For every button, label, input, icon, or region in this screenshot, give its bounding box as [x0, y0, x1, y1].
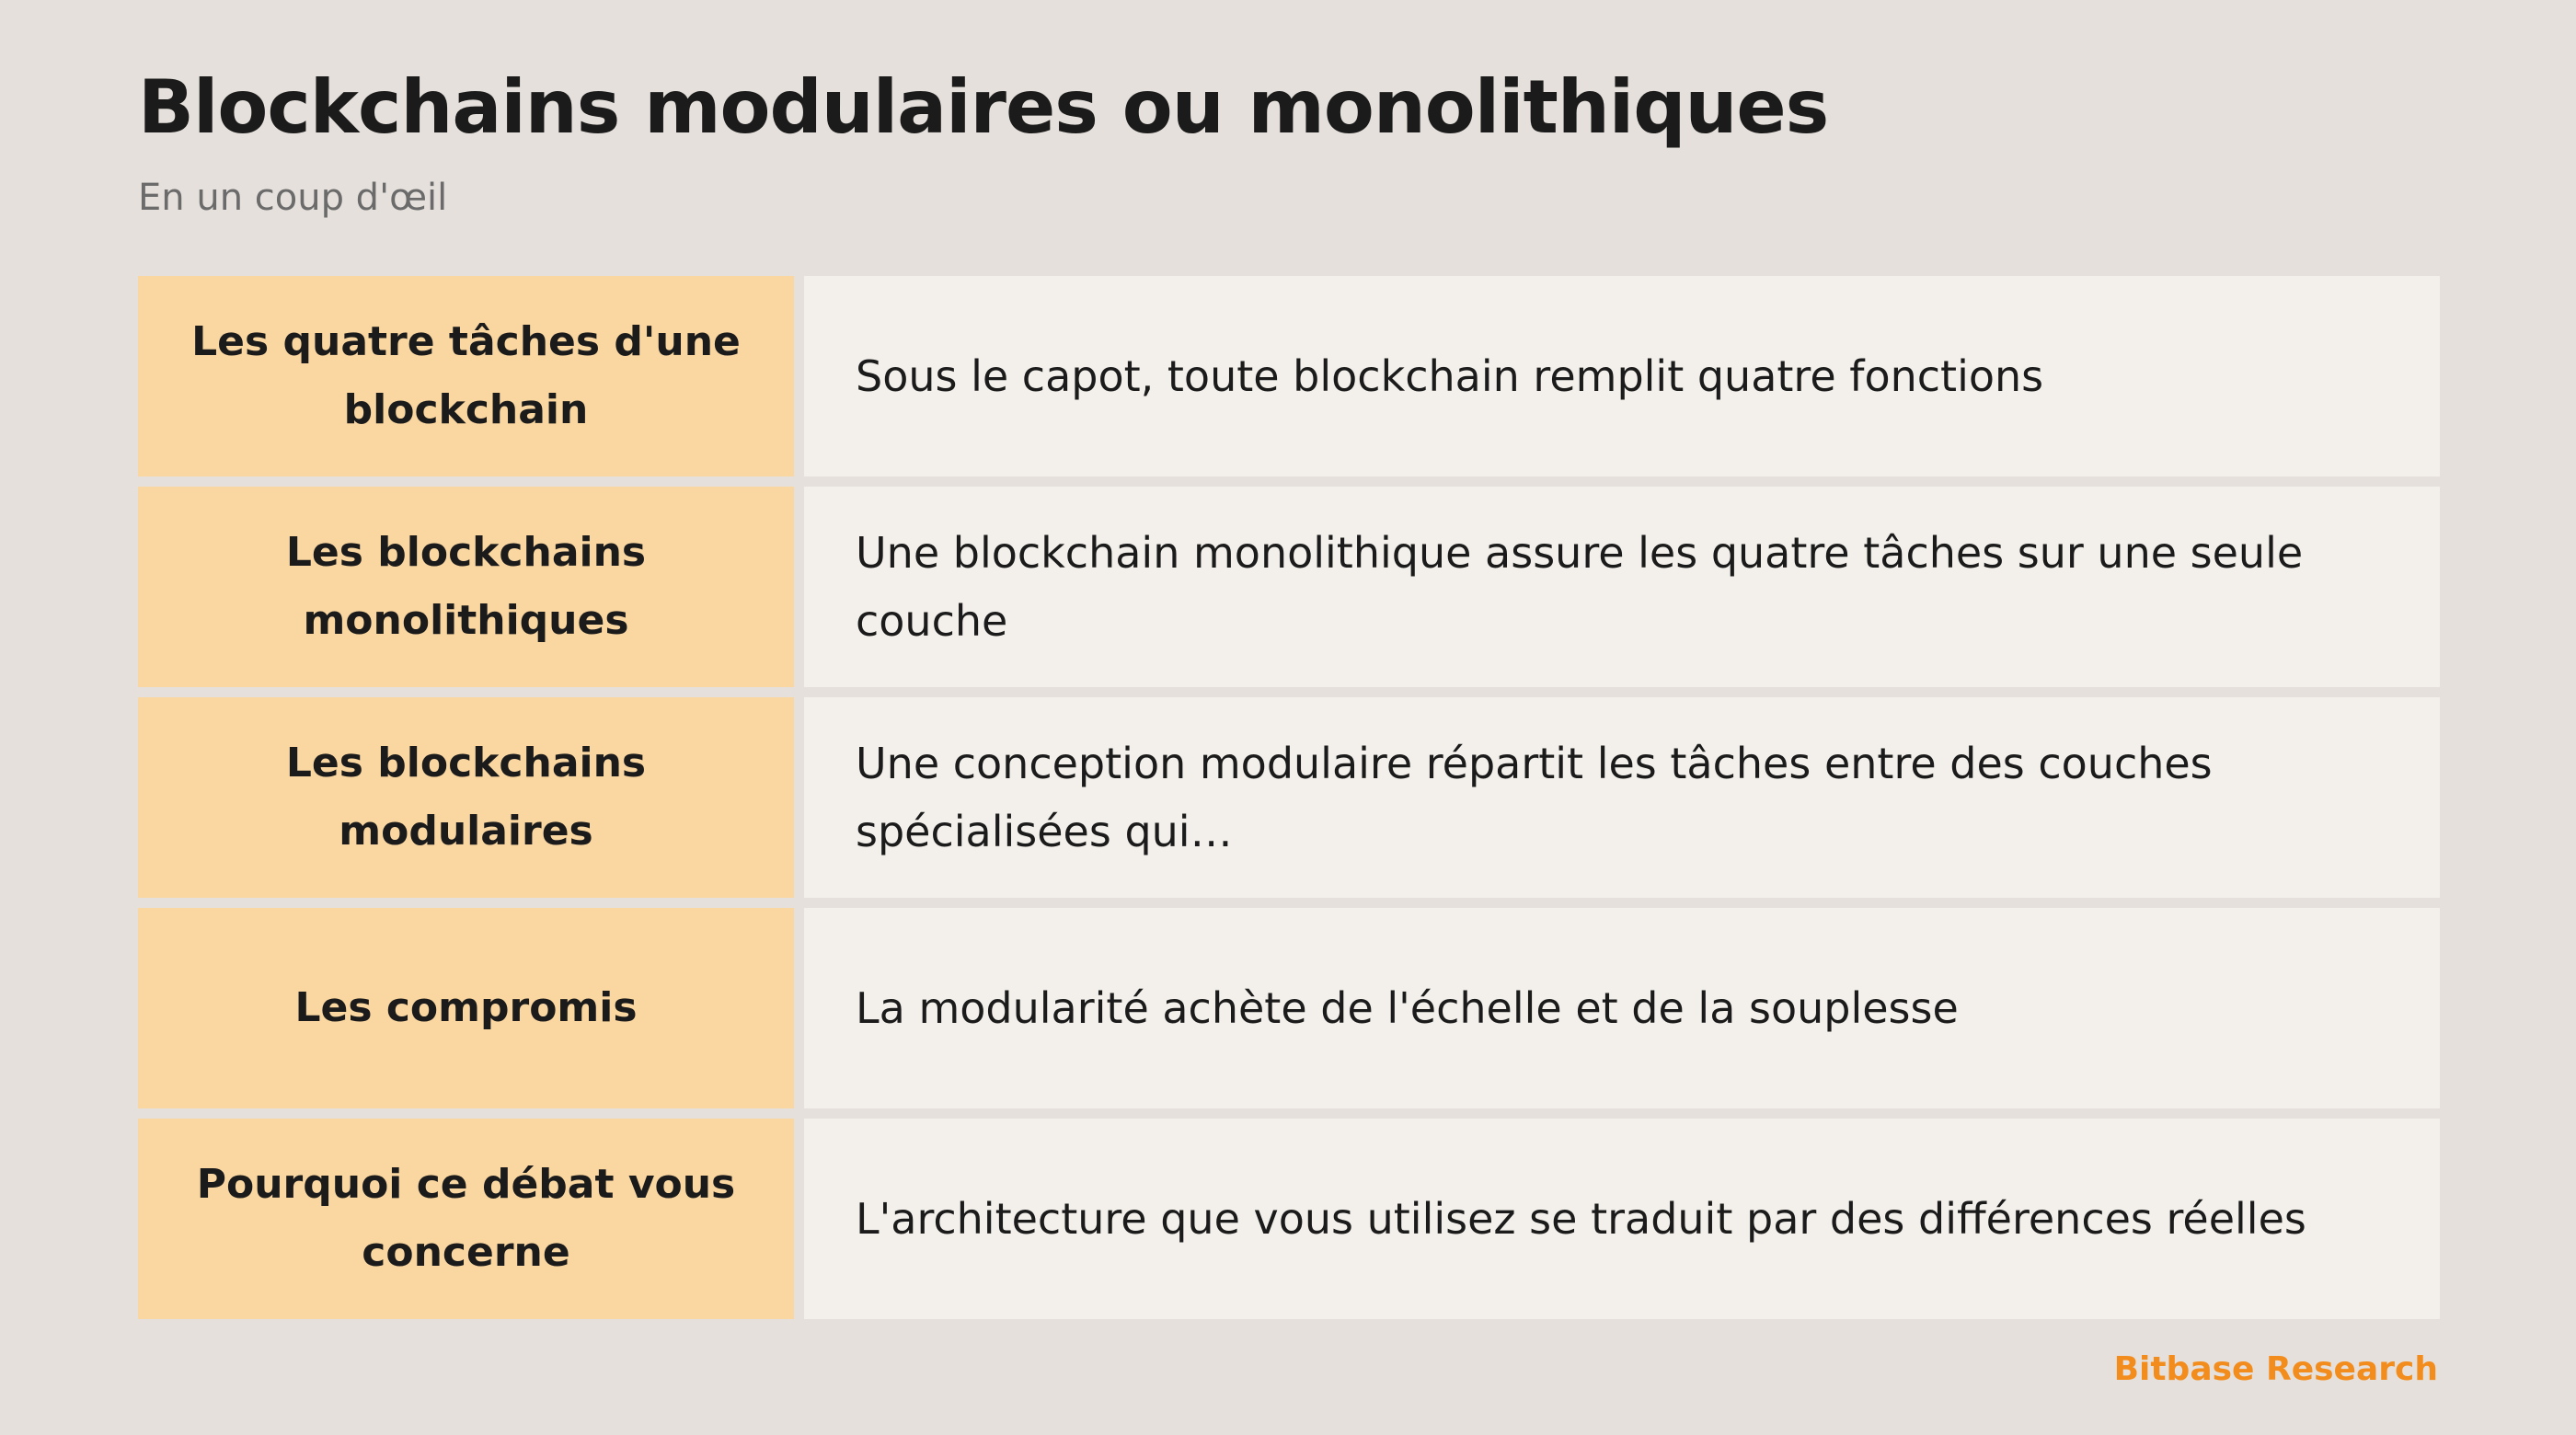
row-description: La modularité achète de l'échelle et de la souplesse — [804, 908, 2440, 1108]
row-label: Les quatre tâches d'une blockchain — [138, 276, 794, 476]
table-row — [138, 1119, 2440, 1319]
brand-footer: Bitbase Research — [2113, 1350, 2438, 1388]
row-description: L'architecture que vous utilisez se traduit par des différences réelles — [804, 1119, 2440, 1319]
table-row — [138, 908, 2440, 1108]
row-description: Une conception modulaire répartit les tâches entre des couches spécialisées qui… — [804, 697, 2440, 898]
page-subtitle: En un coup d'œil — [138, 177, 448, 219]
page-title: Blockchains modulaires ou monolithiques — [138, 64, 1829, 150]
table-row — [138, 487, 2440, 687]
table-row — [138, 276, 2440, 476]
row-label: Les blockchains modulaires — [138, 697, 794, 898]
row-description: Sous le capot, toute blockchain remplit quatre fonctions — [804, 276, 2440, 476]
row-label: Les blockchains monolithiques — [138, 487, 794, 687]
row-label: Les compromis — [138, 908, 794, 1108]
row-description: Une blockchain monolithique assure les quatre tâches sur une seule couche — [804, 487, 2440, 687]
summary-table — [138, 276, 2440, 1319]
table-row — [138, 697, 2440, 898]
row-label: Pourquoi ce débat vous concerne — [138, 1119, 794, 1319]
